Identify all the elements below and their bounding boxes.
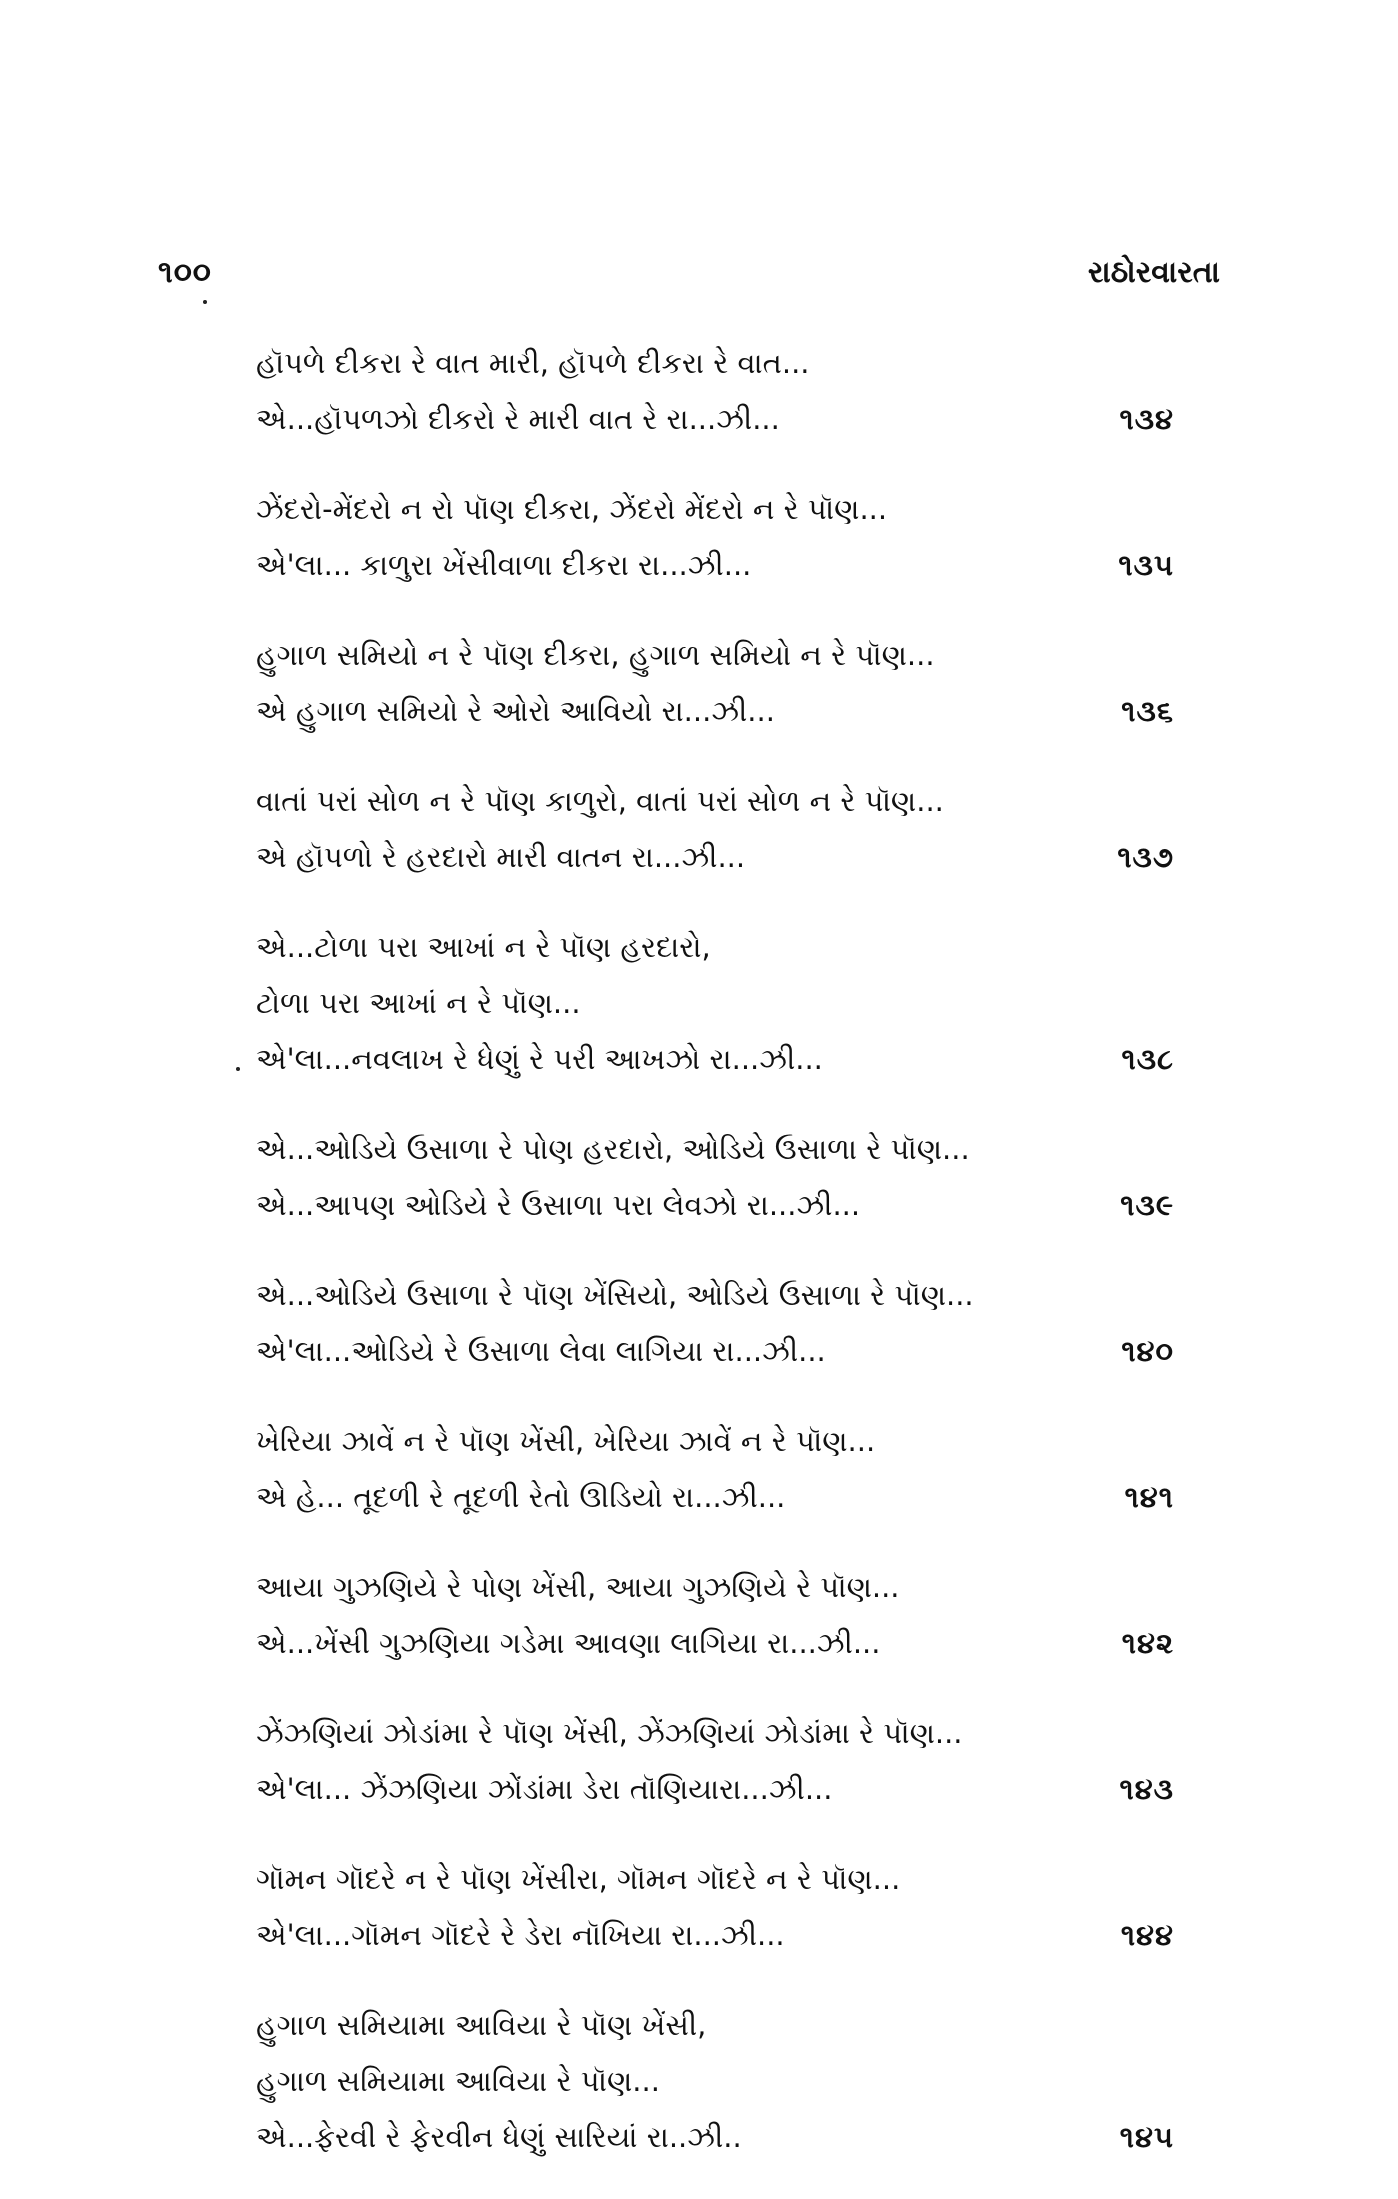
stanza	[256, 919, 1174, 1087]
stanza	[256, 1705, 1174, 1817]
verse-line	[256, 1413, 1174, 1469]
verse-line-text: હુગાળ સમિયામા આવિયા રે પૉણ ખેંસી,	[256, 2008, 707, 2042]
verse-number: ૧૪૧	[1124, 1480, 1174, 1514]
stanza	[256, 1997, 1174, 2165]
verse-list	[256, 335, 1174, 2199]
verse-line	[256, 1615, 1174, 1671]
verse-line-text: એ...ટોળા પરા આખાં ન રે પૉણ હરદારો,	[256, 930, 711, 964]
verse-line	[256, 1997, 1174, 2053]
verse-line	[256, 919, 1174, 975]
verse-line	[256, 2109, 1174, 2165]
verse-number: ૧૩૭	[1117, 840, 1174, 874]
stanza	[256, 1851, 1174, 1963]
stanza	[256, 335, 1174, 447]
verse-number: ૧૩૫	[1118, 548, 1174, 582]
verse-line-text: એ'લા...ગૉમન ગૉદરે રે ડેરા નૉખિયા રા...ઝી...	[256, 1918, 785, 1952]
verse-line-text: એ'લા... કાળુરા ખેંસીવાળા દીકરા રા...ઝી...	[256, 548, 752, 582]
verse-line-text: એ'લા... ઝેંઝણિયા ઝોંડાંમા ડેરા તૉણિયારા...ઝી...	[256, 1772, 833, 1806]
verse-number: ૧૪૫	[1119, 2120, 1174, 2154]
verse-line-text: હુગાળ સમિયો ન રે પૉણ દીકરા, હુગાળ સમિયો ન રે પૉણ...	[256, 638, 935, 672]
stanza	[256, 773, 1174, 885]
verse-line	[256, 1907, 1174, 1963]
verse-line	[256, 1177, 1174, 1233]
verse-line	[256, 335, 1174, 391]
verse-line	[256, 683, 1174, 739]
verse-line	[256, 1121, 1174, 1177]
verse-number: ૧૪૦	[1121, 1334, 1174, 1368]
verse-line-text: એ...ફેરવી રે ફેરવીન ધેણું સારિયાં રા..ઝી..	[256, 2120, 742, 2154]
verse-line	[256, 1559, 1174, 1615]
verse-line-text: એ...ઓડિયે ઉસાળા રે પૉણ ખેંસિયો, ઓડિયે ઉસાળા રે પૉણ...	[256, 1278, 974, 1312]
verse-number: ૧૩૬	[1121, 694, 1174, 728]
page-header	[158, 255, 1220, 299]
verse-line-text: ગૉમન ગૉદરે ન રે પૉણ ખેંસીરા, ગૉમન ગૉદરે ન રે પૉણ...	[256, 1862, 901, 1896]
verse-line-text: એ...ઓડિયે ઉસાળા રે પોણ હરદારો, ઓડિયે ઉસાળા રે પૉણ...	[256, 1132, 970, 1166]
verse-line	[256, 1323, 1174, 1379]
verse-line	[256, 1031, 1174, 1087]
verse-line-text: ઝેંદરો-મેંદરો ન રો પૉણ દીકરા, ઝેંદરો મેંદરો ન રે પૉણ...	[256, 492, 888, 526]
stanza	[256, 1267, 1174, 1379]
verse-number: ૧૩૮	[1121, 1042, 1174, 1076]
verse-line-text: એ'લા...ઓડિયે રે ઉસાળા લેવા લાગિયા રા...ઝી...	[256, 1334, 826, 1368]
verse-number: ૧૪૪	[1120, 1918, 1174, 1952]
stray-mark	[236, 1067, 240, 1071]
stanza	[256, 627, 1174, 739]
verse-line-text: વાતાં પરાં સોળ ન રે પૉણ કાળુરો, વાતાં પરાં સોળ ન રે પૉણ...	[256, 784, 944, 818]
verse-line-text: હુગાળ સમિયામા આવિયા રે પૉણ...	[256, 2064, 660, 2098]
verse-line-text: ઝેંઝણિયાં ઝોડાંમા રે પૉણ ખેંસી, ઝેંઝણિયાં ઝોડાંમા રે પૉણ...	[256, 1716, 963, 1750]
verse-line	[256, 1469, 1174, 1525]
verse-line-text: હૉપળે દીકરા રે વાત મારી, હૉપળે દીકરા રે વાત...	[256, 346, 810, 380]
verse-line-text: ખેરિયા ઝાવેં ન રે પૉણ ખેંસી, ખેરિયા ઝાવેં ન રે પૉણ...	[256, 1424, 876, 1458]
verse-line-text: એ હુગાળ સમિયો રે ઓરો આવિયો રા...ઝી...	[256, 694, 775, 728]
stanza	[256, 1413, 1174, 1525]
verse-line-text: એ...હૉપળઝો દીકરો રે મારી વાત રે રા...ઝી...	[256, 402, 780, 436]
verse-number: ૧૪૩	[1119, 1772, 1174, 1806]
stray-mark	[203, 300, 207, 304]
verse-line-text: એ હે... તૂદળી રે તૂદળી રેતો ઊડિયો રા...ઝી...	[256, 1480, 786, 1514]
running-title: રાઠોરવારતા	[1087, 255, 1220, 290]
verse-line-text: આયા ગુઝણિયે રે પોણ ખેંસી, આયા ગુઝણિયે રે પૉણ...	[256, 1570, 900, 1604]
verse-number: ૧૩૯	[1120, 1188, 1174, 1222]
stanza	[256, 1121, 1174, 1233]
verse-line	[256, 1267, 1174, 1323]
verse-line-text: એ...આપણ ઓડિયે રે ઉસાળા પરા લેવઝો રા...ઝી...	[256, 1188, 861, 1222]
stanza	[256, 1559, 1174, 1671]
verse-line	[256, 975, 1174, 1031]
verse-line	[256, 773, 1174, 829]
verse-line	[256, 537, 1174, 593]
verse-line	[256, 829, 1174, 885]
verse-line	[256, 1705, 1174, 1761]
stanza	[256, 481, 1174, 593]
verse-line	[256, 391, 1174, 447]
verse-line-text: એ...ખેંસી ગુઝણિયા ગડેમા આવણા લાગિયા રા...ઝી...	[256, 1626, 881, 1660]
verse-line	[256, 1761, 1174, 1817]
verse-line-text: એ હૉપળો રે હરદારો મારી વાતન રા...ઝી...	[256, 840, 746, 874]
verse-line-text: એ'લા...નવલાખ રે ધેણું રે પરી આખઝો રા...ઝી...	[256, 1042, 823, 1076]
verse-number: ૧૪૨	[1121, 1626, 1174, 1660]
verse-number: ૧૩૪	[1119, 402, 1174, 436]
verse-line	[256, 2053, 1174, 2109]
page-number: ૧૦૦	[158, 255, 212, 290]
verse-line	[256, 627, 1174, 683]
verse-line	[256, 1851, 1174, 1907]
verse-line-text: ટોળા પરા આખાં ન રે પૉણ...	[256, 986, 581, 1020]
verse-line	[256, 481, 1174, 537]
